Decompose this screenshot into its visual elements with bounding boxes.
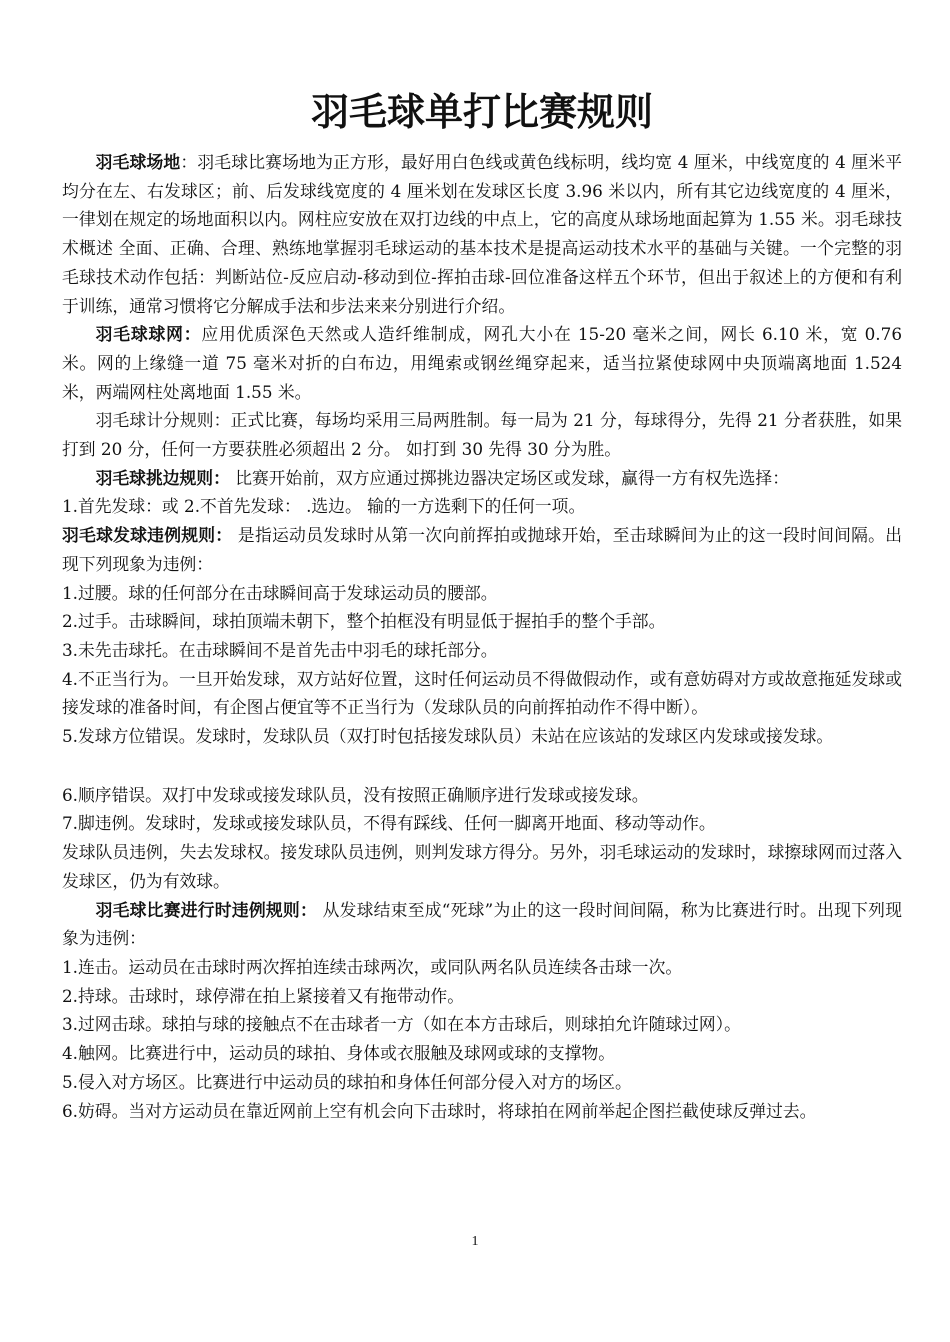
serve-item: 4.不正当行为。一旦开始发球，双方站好位置，这时任何运动员不得做假动作，或有意妨碍对方或故意拖延发球或接发球的准备时间，有企图占便宜等不正当行为（发球队员的向前挥拍动作不得中断）。 — [62, 668, 902, 718]
play-label: 羽毛球比赛进行时违例规则： — [95, 899, 317, 920]
page-number: 1 — [471, 1234, 479, 1249]
scoring-paragraph: 羽毛球计分规则：正式比赛，每场均采用三局两胜制。每一局为 21 分，每球得分，先得 21 分者获胜，如果打到 20 分，任何一方要获胜必须超出 2 分。 如打到 30 先得 30 分为胜。 — [62, 410, 902, 460]
serve-item: 7.脚违例。发球时，发球或接发球队员，不得有踩线、任何一脚离开地面、移动等动作。 — [62, 813, 716, 834]
serve-label: 羽毛球发球违例规则： — [62, 525, 233, 546]
net-text: 应用优质深色天然或人造纤维制成，网孔大小在 15-20 毫米之间，网长 6.10 米，宽 0.76 米。网的上缘缝一道 75 毫米对折的白布边，用绳索或钢丝绳穿起来，适当拉紧使球网中央顶端离地面 1.524 米，两端网柱处离地面 1.55 米。 — [62, 324, 902, 402]
court-text: ：羽毛球比赛场地为正方形，最好用白色线或黄色线标明，线均宽 4 厘米，中线宽度的 4 厘米平均分在左、右发球区；前、后发球线宽度的 4 厘米划在发球区长度 3.96 米以内，所有其它边线宽度的 4 厘米，一律划在规定的场地面积以内。网柱应安放在双打边线的中点上，它的高度从球场地面起算为 1.55 米。羽毛球技术概述 全面、正确、合理、熟练地掌握羽毛球运动的基本技术是提高运动技术水平的基础与关键。一个完整的羽毛球技术动作包括：判断站位-反应启动-移动到位-挥拍击球-回位准备这样五个环节，但出于叙述上的方便和有利于训练，通常习惯将它分解成手法和步法来来分别进行介绍。 — [62, 152, 902, 316]
serve-item: 3.未先击球托。在击球瞬间不是首先击中羽毛的球托部分。 — [62, 639, 498, 660]
side-paragraph — [62, 464, 902, 493]
paragraph-gap — [62, 751, 902, 781]
serve-item: 1.过腰。球的任何部分在击球瞬间高于发球运动员的腰部。 — [62, 582, 498, 603]
serve-note: 发球队员违例，失去发球权。接发球队员违例，则判发球方得分。另外，羽毛球运动的发球时，球擦球网而过落入发球区，仍为有效球。 — [62, 842, 902, 891]
net-label: 羽毛球球网： — [95, 324, 202, 345]
play-item: 2.持球。击球时，球停滞在拍上紧接着又有拖带动作。 — [62, 985, 464, 1006]
serve-paragraph — [62, 521, 902, 578]
side-options-line: 1.首先发球：或 2.不首先发球： .选边。 输的一方选剩下的任何一项。 — [62, 496, 586, 517]
serve-text: 是指运动员发球时从第一次向前挥拍或抛球开始，至击球瞬间为止的这一段时间间隔。出现下列现象为违例： — [62, 525, 902, 574]
play-paragraph — [62, 896, 902, 953]
play-item: 5.侵入对方场区。比赛进行中运动员的球拍和身体任何部分侵入对方的场区。 — [62, 1071, 632, 1092]
net-paragraph — [62, 320, 902, 406]
play-item: 3.过网击球。球拍与球的接触点不在击球者一方（如在本方击球后，则球拍允许随球过网）。 — [62, 1014, 741, 1035]
serve-item: 5.发球方位错误。发球时，发球队员（双打时包括接发球队员）未站在应该站的发球区内发球或接发球。 — [62, 726, 834, 747]
play-text: 从发球结束至成“死球”为止的这一段时间间隔，称为比赛进行时。出现下列现象为违例： — [62, 899, 902, 949]
document-title: 羽毛球单打比赛规则 — [310, 90, 653, 134]
play-item: 1.连击。运动员在击球时两次挥拍连续击球两次，或同队两名队员连续各击球一次。 — [62, 956, 683, 977]
side-text: 比赛开始前，双方应通过掷挑边器决定场区或发球，赢得一方有权先选择： — [229, 467, 789, 488]
side-label: 羽毛球挑边规则： — [95, 467, 230, 488]
play-item: 4.触网。比赛进行中，运动员的球拍、身体或衣服触及球网或球的支撑物。 — [62, 1043, 616, 1064]
court-label: 羽毛球场地 — [95, 152, 181, 172]
serve-item: 6.顺序错误。双打中发球或接发球队员，没有按照正确顺序进行发球或接发球。 — [62, 784, 649, 805]
play-item: 6.妨碍。当对方运动员在靠近网前上空有机会向下击球时，将球拍在网前举起企图拦截使球反弹过去。 — [62, 1100, 817, 1121]
court-paragraph — [62, 148, 902, 320]
serve-item: 2.过手。击球瞬间，球拍顶端未朝下，整个拍框没有明显低于握拍手的整个手部。 — [62, 611, 666, 632]
